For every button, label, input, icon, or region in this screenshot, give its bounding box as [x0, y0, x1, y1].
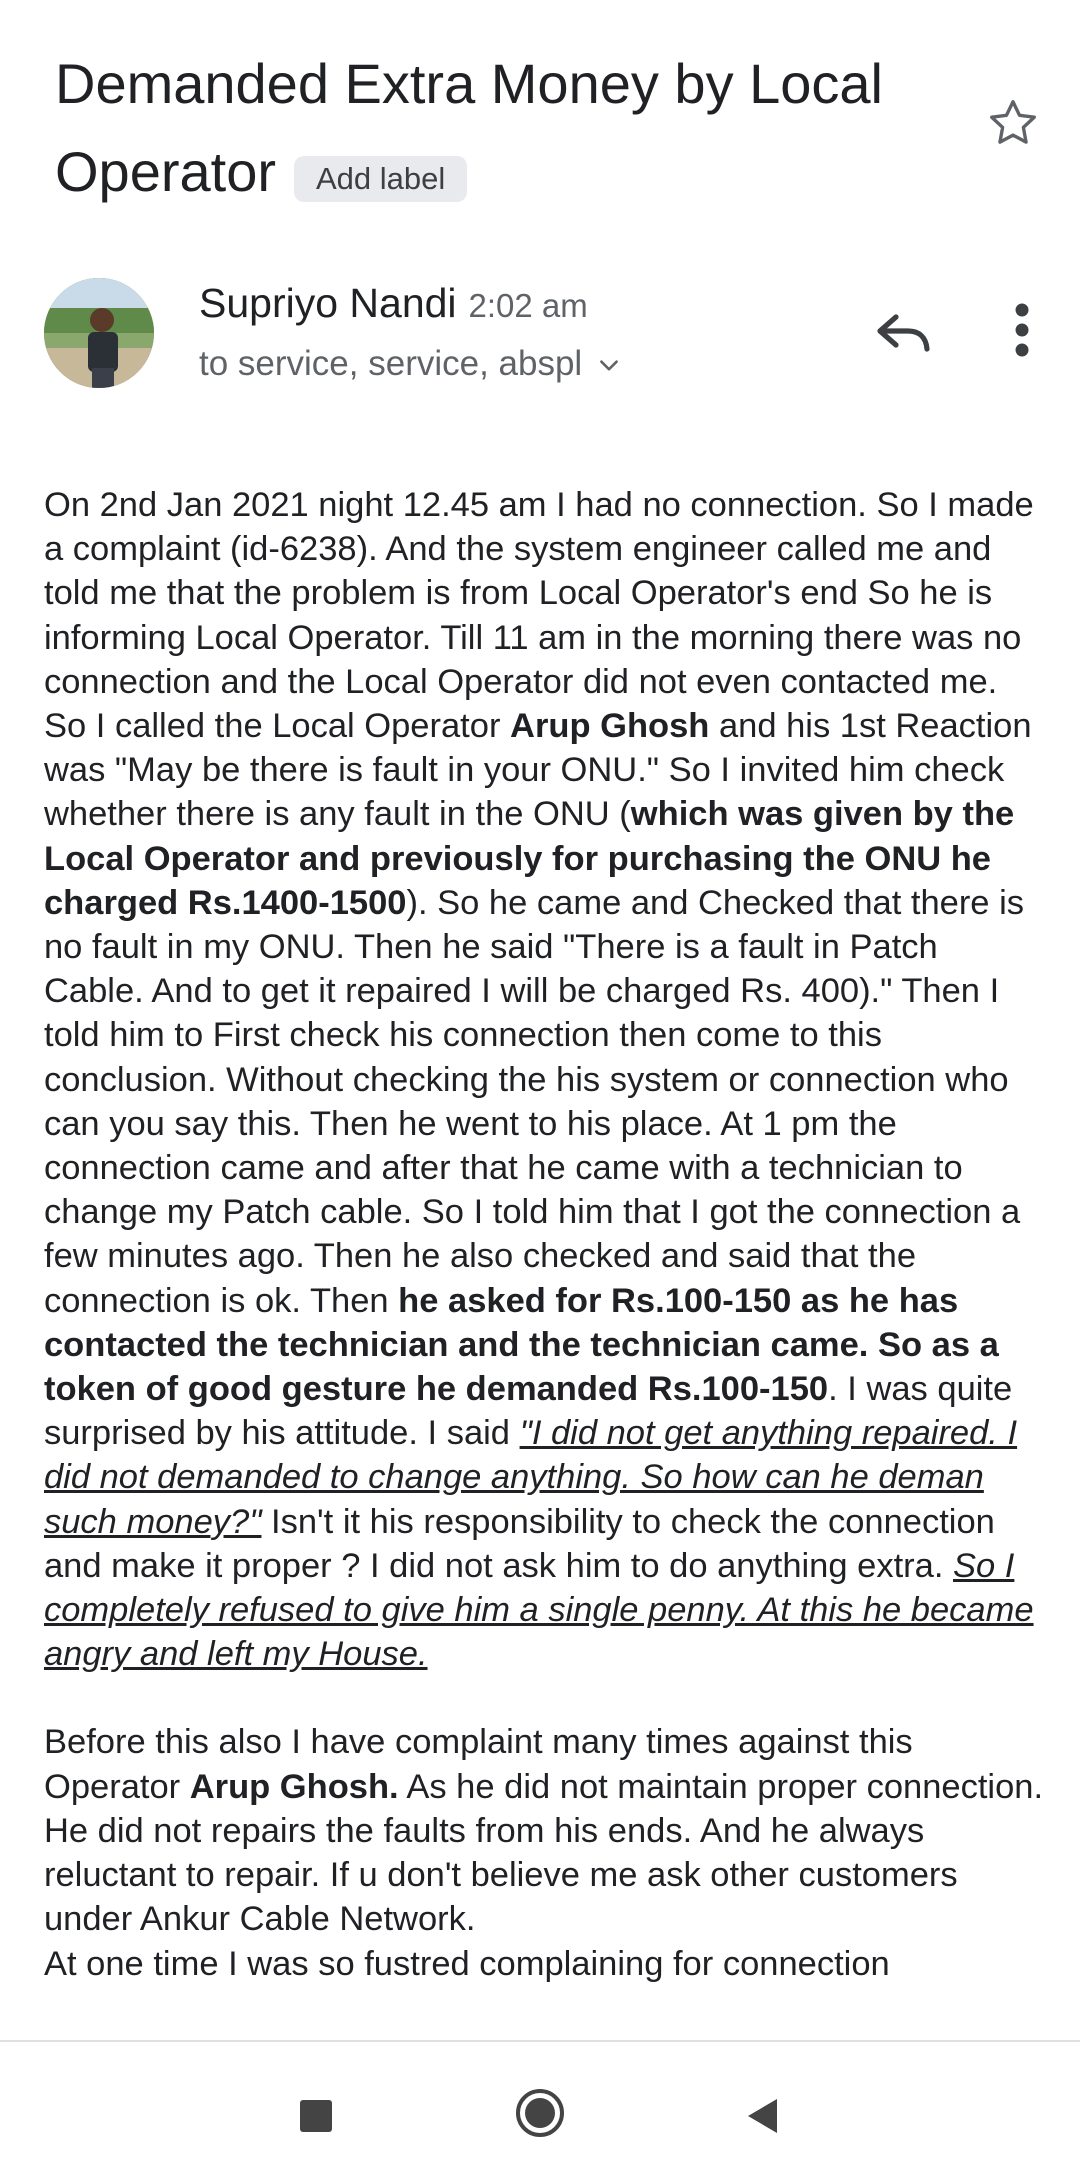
- body-bold-run: Arup Ghosh.: [189, 1767, 399, 1806]
- body-text-run: . I was quite surprised by his attitude. I said: [44, 1370, 1013, 1453]
- scroll-fade: [0, 2022, 1080, 2042]
- recent-apps-icon[interactable]: [300, 2100, 332, 2132]
- email-subject: Demanded Extra Money by Local Operator: [55, 52, 883, 203]
- chevron-down-icon: [596, 353, 622, 379]
- body-bold-run: Arup Ghosh: [510, 707, 710, 746]
- sender-line[interactable]: [199, 278, 588, 331]
- body-paragraph-2: [44, 1720, 1044, 1985]
- system-nav-bar: [0, 2040, 1080, 2170]
- home-icon[interactable]: [515, 2088, 565, 2138]
- body-bold-run: which was given by the Local Operator and previously for purchasing the ONU he charged Rs.1400-1500: [44, 795, 1015, 922]
- body-text-run: and his 1st Reaction was "May be there is fault in your ONU." So I invited him check whether there is any fault in the ONU (: [44, 707, 1032, 834]
- recipients-text: to service, service, abspl: [199, 344, 583, 383]
- body-text-run: As he did not maintain proper connection. He did not repairs the faults from his ends. And he always reluctant to repair. If u don't believe me ask other customers under Ankur Cable Network.: [44, 1767, 1044, 1939]
- sender-header: [44, 278, 1044, 398]
- body-text-run: At one time I was so fustred complaining for connection: [44, 1944, 890, 1983]
- avatar[interactable]: [44, 278, 154, 388]
- star-icon[interactable]: [984, 95, 1042, 153]
- body-text-run: Isn't it his responsibility to check the connection and make it proper ? I did not ask him to do anything extra.: [44, 1502, 995, 1585]
- body-text-run: Before this also I have complaint many times against this Operator: [44, 1723, 913, 1806]
- body-paragraph-1: [44, 483, 1044, 1676]
- back-icon[interactable]: [744, 2096, 780, 2136]
- reply-icon[interactable]: [874, 308, 934, 358]
- add-label-button[interactable]: Add label: [294, 156, 467, 202]
- body-bold-run: he asked for Rs.100-150 as he has contacted the technician and the technician came. So as a token of good gesture he demanded Rs.100-150: [44, 1281, 999, 1409]
- sender-name: Supriyo Nandi: [199, 280, 457, 326]
- body-underline-run: So I completely refused to give him a single penny. At this he became angry and left my House.: [44, 1546, 1034, 1674]
- more-vert-icon[interactable]: [1010, 300, 1034, 360]
- body-underline-run: "I did not get anything repaired. I did not demanded to change anything. So how can he deman such money?": [44, 1414, 1018, 1541]
- email-body: [44, 483, 1044, 1986]
- avatar-photo-icon: [44, 278, 154, 388]
- body-text-run: ). So he came and Checked that there is no fault in my ONU. Then he said "There is a fault in Patch Cable. And to get it repaired I will be charged Rs. 400)." Then I told him to First check his connection then come to this conclusion. Without checking the his system or connection who can you say this. Then he went to his place. At 1 pm the connection came and after that he came with a technician to change my Patch cable. So I told him that I got the connection a few minutes ago. Then he also checked and said that the connection is ok. Then: [44, 883, 1024, 1320]
- recipients-toggle[interactable]: [199, 342, 622, 386]
- subject-row: [55, 40, 955, 216]
- sent-time: 2:02 am: [468, 287, 588, 324]
- body-text-run: On 2nd Jan 2021 night 12.45 am I had no connection. So I made a complaint (id-6238). And the system engineer called me and told me that the problem is from Local Operator's end So he is informing Local Operator. Till 11 am in the morning there was no connection and the Local Operator did not even contacted me. So I called the Local Operator: [44, 486, 1034, 746]
